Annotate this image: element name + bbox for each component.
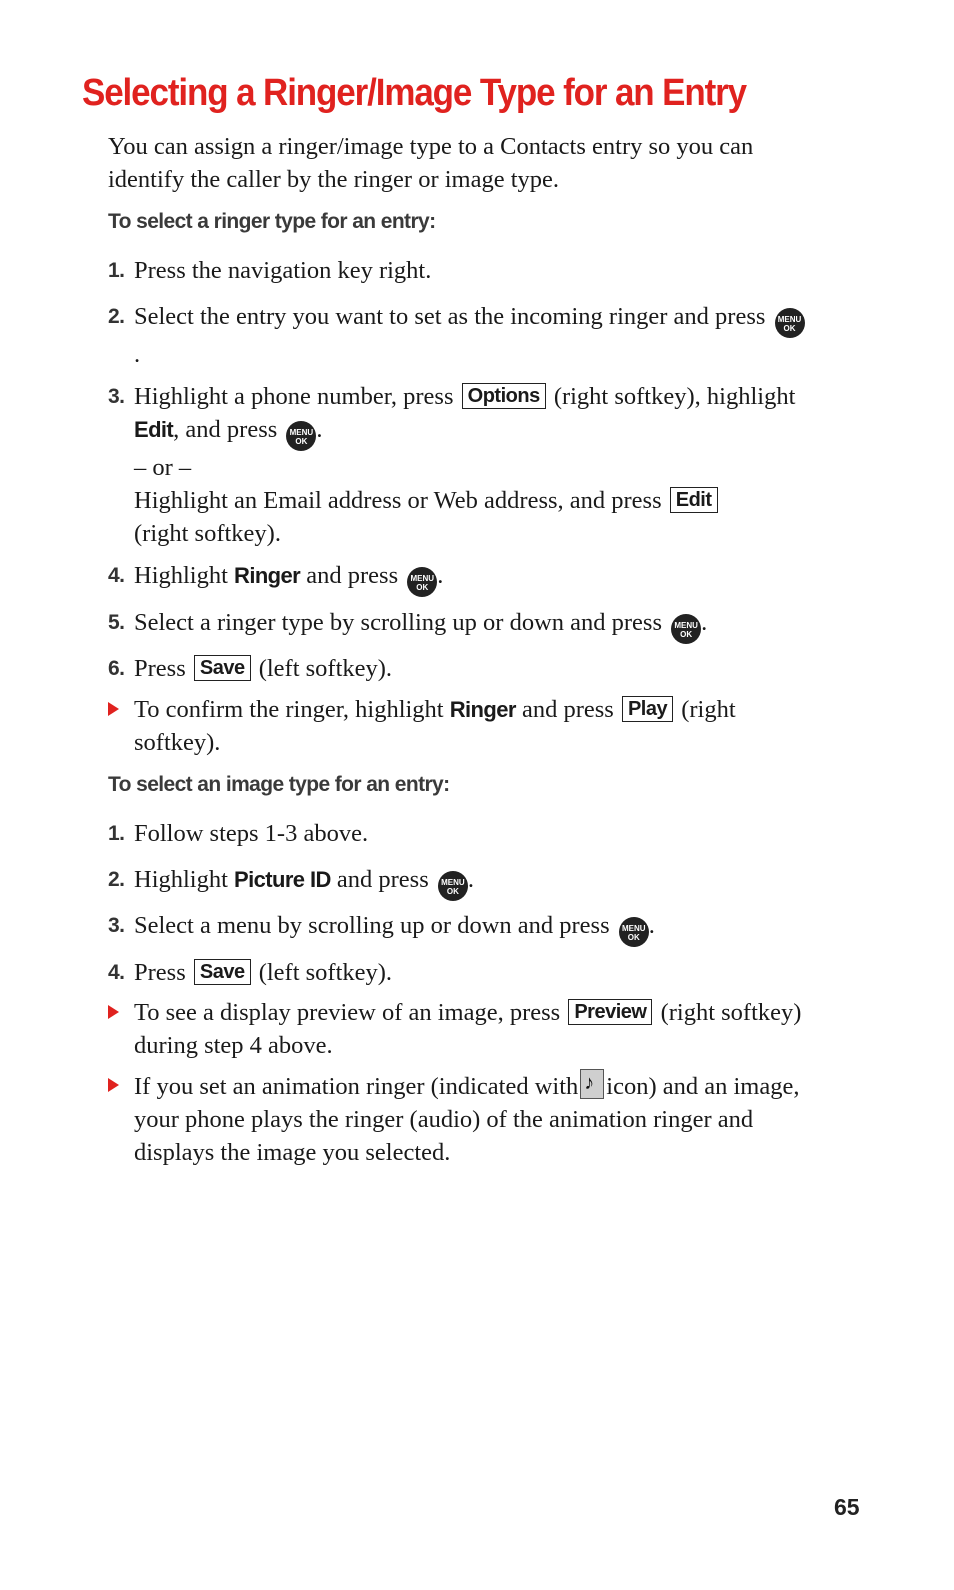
play-softkey: Play	[622, 696, 673, 722]
step-text: Select the entry you want to set as the incoming ringer and press	[134, 303, 766, 330]
section-heading-ringer: To select a ringer type for an entry:	[108, 210, 436, 233]
ringer-step-2: 2. Select the entry you want to set as the incoming ringer and press MENU OK .	[108, 300, 808, 371]
image-step-3: 3. Select a menu by scrolling up or down and press MENU OK .	[108, 909, 808, 947]
page-title: Selecting a Ringer/Image Type for an Entry	[82, 72, 747, 114]
ringer-step-3: 3. Highlight a phone number, press Options (right softkey), highlight Edit, and press MENU OK . – or – Highlight an Email address or Web address, and press Edit (right softkey).	[108, 380, 808, 550]
ringer-bold-label: Ringer	[449, 697, 516, 722]
options-softkey: Options	[462, 383, 546, 409]
step-number: 2.	[108, 305, 125, 328]
ringer-step-5: 5. Select a ringer type by scrolling up or down and press MENU OK .	[108, 606, 808, 644]
ringer-step-6: 6. Press Save (left softkey).	[108, 652, 808, 685]
image-tip-animation: If you set an animation ringer (indicated with♪ icon) and an image, your phone plays the ringer (audio) of the animation ringer and displays the image you selected.	[108, 1069, 808, 1169]
ringer-step-4: 4. Highlight Ringer and press MENU OK .	[108, 559, 808, 597]
step-number: 1.	[108, 822, 125, 845]
bullet-triangle-icon	[108, 702, 119, 716]
menu-ok-icon: MENU OK	[671, 614, 701, 644]
bullet-triangle-icon	[108, 1005, 119, 1019]
image-step-1: 1. Follow steps 1-3 above.	[108, 817, 808, 850]
ringer-tip: To confirm the ringer, highlight Ringer and press Play (right softkey).	[108, 693, 808, 759]
save-softkey: Save	[194, 959, 251, 985]
section-heading-image: To select an image type for an entry:	[108, 773, 450, 796]
animation-ringer-icon	[580, 1069, 604, 1099]
bullet-triangle-icon	[108, 1078, 119, 1092]
step-text: Press the navigation key right.	[134, 257, 432, 284]
step-number: 4.	[108, 564, 125, 587]
step-number: 4.	[108, 961, 125, 984]
step-number: 2.	[108, 868, 125, 891]
page-number: 65	[834, 1494, 860, 1520]
or-separator: – or –	[134, 454, 192, 481]
step-number: 3.	[108, 385, 125, 408]
menu-ok-icon: MENU OK	[619, 917, 649, 947]
intro-paragraph: You can assign a ringer/image type to a Contacts entry so you can identify the caller by the ringer or image type.	[108, 133, 754, 193]
step-number: 1.	[108, 259, 125, 282]
step-number: 3.	[108, 914, 125, 937]
menu-ok-icon: MENU OK	[775, 308, 805, 338]
edit-softkey: Edit	[670, 487, 718, 513]
menu-ok-icon: MENU OK	[407, 567, 437, 597]
save-softkey: Save	[194, 655, 251, 681]
picture-id-bold-label: Picture ID	[234, 867, 331, 892]
ringer-step-1	[108, 254, 808, 287]
menu-ok-icon: MENU OK	[438, 871, 468, 901]
preview-softkey: Preview	[568, 999, 652, 1025]
image-step-2: 2. Highlight Picture ID and press MENU OK .	[108, 863, 808, 901]
image-tip-preview: To see a display preview of an image, press Preview (right softkey) during step 4 above.	[108, 996, 808, 1062]
ringer-bold-label: Ringer	[234, 563, 301, 588]
image-step-4: 4. Press Save (left softkey).	[108, 956, 808, 989]
step-number: 6.	[108, 657, 125, 680]
step-number: 5.	[108, 611, 125, 634]
edit-bold-label: Edit	[134, 417, 174, 442]
menu-ok-icon: MENU OK	[286, 421, 316, 451]
